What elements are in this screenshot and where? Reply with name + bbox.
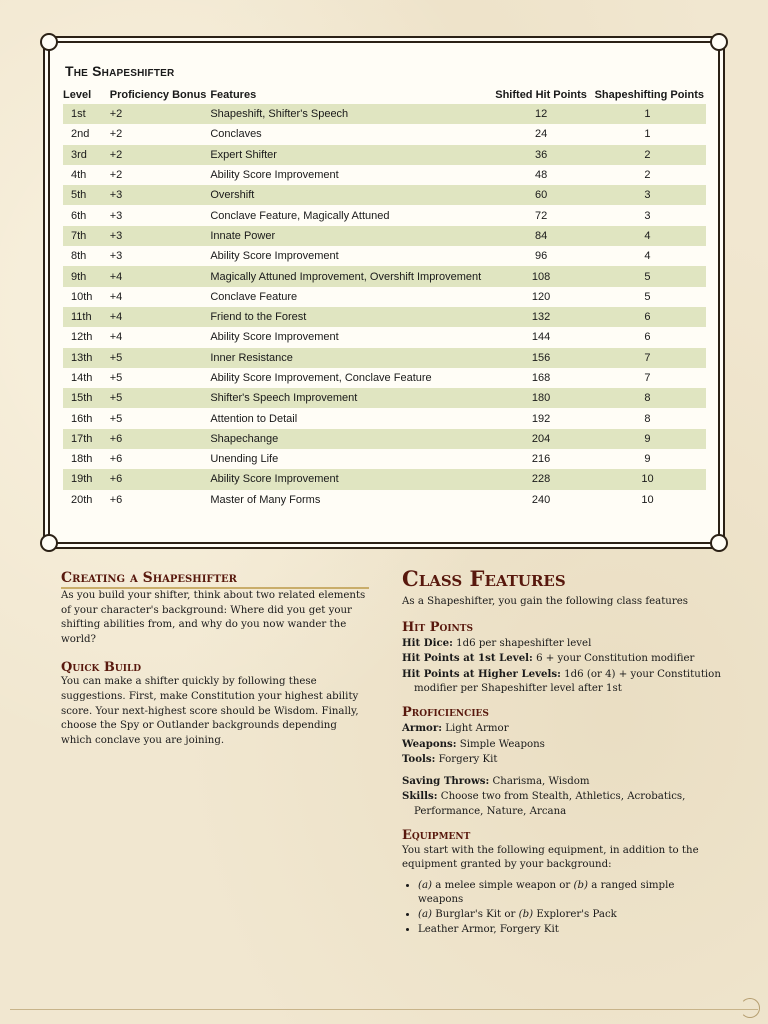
- tools-line: [402, 752, 722, 768]
- cell-hit-points: 132: [493, 307, 589, 327]
- creating-text: As you build your shifter, think about two related elements of your character's background: Where did you get your shifting abilities from, and why do you now wander the world?: [61, 590, 366, 645]
- table-row: [63, 185, 706, 205]
- skills-cont: Performance, Nature, Arcana: [414, 805, 567, 817]
- cell-hit-points: 120: [531, 290, 551, 303]
- cell-hit-points: 240: [531, 493, 551, 506]
- cell-features: Conclave Feature: [210, 290, 298, 303]
- cell-features: Conclaves: [210, 128, 262, 141]
- cell-hit-points: 144: [531, 331, 551, 344]
- cell-shifting-points: 6: [644, 331, 651, 344]
- left-column: [61, 570, 369, 748]
- equipment-item-a: (a): [418, 908, 433, 920]
- cell-level: 3rd: [63, 145, 108, 165]
- cell-shifting-points: 5: [589, 266, 706, 286]
- hp-higher-levels-label: Hit Points at Higher Levels:: [402, 667, 561, 680]
- cell-hit-points: 168: [531, 372, 551, 384]
- cell-hit-points: 48: [534, 169, 548, 182]
- saving-throws-value: Charisma, Wisdom: [492, 775, 590, 787]
- equipment-item-a-text: Burglar's Kit or: [432, 908, 519, 920]
- hp-first-level-line: [402, 651, 722, 667]
- equipment-list: [402, 879, 722, 937]
- weapons-value: Simple Weapons: [459, 738, 545, 750]
- cell-proficiency: +5: [108, 348, 209, 368]
- cell-proficiency: +4: [109, 331, 123, 344]
- cell-level: 13th: [63, 348, 108, 368]
- cell-proficiency: +2: [108, 145, 209, 165]
- cell-hit-points: 60: [493, 185, 589, 205]
- cell-level: 12th: [71, 331, 93, 344]
- equipment-item-b-text: Explorer's Pack: [533, 908, 617, 920]
- cell-proficiency: +2: [109, 169, 123, 182]
- hp-higher-levels-value: 1d6 (or 4) + your Constitution: [564, 668, 721, 680]
- cell-proficiency: +6: [109, 493, 123, 506]
- cell-hit-points: 24: [534, 128, 548, 141]
- cell-shifting-points: 3: [644, 209, 651, 222]
- page-corner-flourish: [740, 998, 760, 1018]
- cell-proficiency: +6: [109, 453, 123, 466]
- cell-hit-points: 228: [493, 469, 589, 489]
- table-header-row: [63, 86, 706, 104]
- table-row: [63, 490, 706, 510]
- cell-proficiency: +5: [108, 388, 209, 408]
- saving-throws-line: [402, 774, 722, 790]
- table-body: [63, 104, 706, 510]
- hp-higher-levels-cont: modifier per Shapeshifter level after 1st: [414, 683, 622, 695]
- cell-features: Shapeshift, Shifter's Speech: [208, 104, 493, 124]
- cell-level: 2nd: [71, 128, 90, 141]
- cell-level: 19th: [63, 469, 108, 489]
- class-table-frame: [48, 41, 720, 544]
- hit-dice-value: 1d6 per shapeshifter level: [456, 637, 592, 649]
- cell-level: 1st: [63, 104, 108, 124]
- cell-proficiency: +2: [109, 128, 123, 141]
- cell-features: Ability Score Improvement: [210, 169, 339, 182]
- hp-first-level-value: 6 + your Constitution modifier: [536, 653, 695, 665]
- cell-shifting-points: 7: [644, 372, 651, 384]
- cell-features: Ability Score Improvement, Conclave Feature: [210, 372, 432, 384]
- class-features-heading: Class Features: [402, 566, 566, 591]
- cell-features: Magically Attuned Improvement, Overshift Improvement: [208, 266, 493, 286]
- equipment-item-b: (b): [573, 879, 589, 891]
- header-shifting-points: Shapeshifting Points: [594, 89, 704, 101]
- table-row: [63, 449, 706, 469]
- class-features-intro: As a Shapeshifter, you gain the following class features: [402, 596, 688, 607]
- cell-proficiency: +5: [109, 372, 123, 384]
- table-row: [63, 145, 706, 165]
- cell-features: Ability Score Improvement: [210, 250, 339, 263]
- skills-line: [402, 789, 722, 805]
- cell-features: Conclave Feature, Magically Attuned: [210, 209, 390, 222]
- frame-corner-ornament: [40, 534, 58, 552]
- saving-throws-label: Saving Throws:: [402, 774, 490, 787]
- cell-proficiency: +6: [108, 429, 209, 449]
- cell-shifting-points: 9: [644, 453, 651, 466]
- hit-points-heading: Hit Points: [402, 619, 473, 635]
- table-row: [63, 327, 706, 347]
- cell-level: 17th: [63, 429, 108, 449]
- tools-value: Forgery Kit: [438, 754, 498, 766]
- table-row: [63, 388, 706, 408]
- equipment-item-b: (b): [518, 908, 534, 920]
- cell-features: Innate Power: [208, 226, 493, 246]
- cell-proficiency: +2: [108, 104, 209, 124]
- equipment-item-a-text: a melee simple weapon or: [432, 879, 574, 891]
- table-row: [63, 307, 706, 327]
- cell-hit-points: 204: [493, 429, 589, 449]
- tools-label: Tools:: [402, 753, 436, 766]
- cell-shifting-points: 8: [644, 412, 651, 425]
- cell-hit-points: 36: [493, 145, 589, 165]
- cell-shifting-points: 2: [589, 145, 706, 165]
- equipment-item-b-text: a ranged simple weapons: [418, 879, 675, 906]
- cell-shifting-points: 2: [644, 169, 651, 182]
- cell-level: 6th: [71, 209, 87, 222]
- page-bottom-border: [10, 999, 758, 1010]
- cell-proficiency: +4: [109, 290, 123, 303]
- creating-heading: Creating a Shapeshifter: [61, 570, 369, 589]
- cell-features: Ability Score Improvement: [210, 331, 339, 344]
- cell-features: Expert Shifter: [208, 145, 493, 165]
- cell-hit-points: 192: [531, 412, 551, 425]
- cell-features: Shapechange: [208, 429, 493, 449]
- cell-level: 14th: [71, 372, 93, 384]
- cell-proficiency: +5: [109, 412, 123, 425]
- table-row: [63, 429, 706, 449]
- cell-proficiency: +3: [109, 250, 123, 263]
- equipment-heading: Equipment: [402, 827, 471, 843]
- proficiencies-heading: Proficiencies: [402, 704, 489, 720]
- quick-build-text: You can make a shifter quickly by following these suggestions. First, make Constitution your highest ability score. Your next-highest score should be Wisdom. Finally, choose the Spy or Outlander backgrounds depending which conclave you are joining.: [61, 676, 359, 746]
- table-row: [63, 469, 706, 489]
- cell-shifting-points: 10: [589, 469, 706, 489]
- equipment-item-a-text: Leather Armor, Forgery Kit: [418, 923, 559, 935]
- right-column: [402, 566, 722, 937]
- table-row: [63, 226, 706, 246]
- hp-higher-levels-line: [402, 667, 722, 683]
- equipment-item-a: (a): [418, 879, 433, 891]
- table-row: [63, 368, 706, 388]
- cell-level: 16th: [71, 412, 93, 425]
- cell-shifting-points: 8: [589, 388, 706, 408]
- cell-shifting-points: 4: [644, 250, 651, 263]
- cell-shifting-points: 1: [589, 104, 706, 124]
- table-row: [63, 408, 706, 428]
- table-row: [63, 205, 706, 225]
- cell-hit-points: 156: [493, 348, 589, 368]
- cell-shifting-points: 1: [644, 128, 651, 141]
- cell-shifting-points: 5: [644, 290, 651, 303]
- equipment-item: [418, 879, 722, 908]
- cell-proficiency: +3: [108, 226, 209, 246]
- table-title: The Shapeshifter: [65, 63, 175, 79]
- table-row: [63, 104, 706, 124]
- armor-value: Light Armor: [445, 722, 509, 734]
- cell-hit-points: 72: [534, 209, 548, 222]
- cell-features: Unending Life: [210, 453, 279, 466]
- cell-level: 5th: [63, 185, 108, 205]
- cell-level: 11th: [63, 307, 108, 327]
- armor-label: Armor:: [402, 721, 442, 734]
- cell-features: Overshift: [208, 185, 493, 205]
- frame-corner-ornament: [710, 534, 728, 552]
- frame-corner-ornament: [710, 33, 728, 51]
- cell-proficiency: +4: [108, 307, 209, 327]
- header-hit-points: Shifted Hit Points: [495, 89, 587, 101]
- cell-features: Attention to Detail: [210, 412, 298, 425]
- hit-dice-label: Hit Dice:: [402, 636, 453, 649]
- equipment-intro: You start with the following equipment, in addition to the equipment granted by your background:: [402, 844, 699, 871]
- cell-level: 8th: [71, 250, 87, 263]
- cell-shifting-points: 10: [641, 493, 654, 506]
- table-row: [63, 348, 706, 368]
- hit-dice-line: [402, 636, 722, 652]
- hp-first-level-label: Hit Points at 1st Level:: [402, 652, 533, 665]
- class-table: [63, 86, 706, 510]
- cell-hit-points: 216: [531, 453, 551, 466]
- cell-shifting-points: 7: [589, 348, 706, 368]
- cell-proficiency: +3: [109, 209, 123, 222]
- header-level: Level: [63, 89, 92, 101]
- quick-build-heading: Quick Build: [61, 660, 142, 676]
- armor-line: [402, 721, 722, 737]
- cell-shifting-points: 6: [589, 307, 706, 327]
- table-row: [63, 165, 706, 185]
- cell-level: 7th: [63, 226, 108, 246]
- equipment-item: [418, 923, 722, 938]
- cell-level: 18th: [71, 453, 93, 466]
- cell-hit-points: 12: [493, 104, 589, 124]
- cell-shifting-points: 9: [589, 429, 706, 449]
- cell-shifting-points: 4: [589, 226, 706, 246]
- skills-value: Choose two from Stealth, Athletics, Acrobatics,: [440, 791, 686, 803]
- cell-features: Master of Many Forms: [210, 493, 321, 506]
- cell-level: 4th: [71, 169, 87, 182]
- cell-proficiency: +3: [108, 185, 209, 205]
- cell-level: 10th: [71, 290, 93, 303]
- cell-hit-points: 84: [493, 226, 589, 246]
- cell-hit-points: 96: [534, 250, 548, 263]
- table-row: [63, 246, 706, 266]
- cell-hit-points: 180: [493, 388, 589, 408]
- header-features: Features: [210, 89, 257, 101]
- cell-features: Friend to the Forest: [208, 307, 493, 327]
- cell-features: Shifter's Speech Improvement: [208, 388, 493, 408]
- cell-level: 15th: [63, 388, 108, 408]
- cell-hit-points: 108: [493, 266, 589, 286]
- table-row: [63, 124, 706, 144]
- cell-proficiency: +4: [108, 266, 209, 286]
- frame-corner-ornament: [40, 33, 58, 51]
- table-row: [63, 287, 706, 307]
- header-proficiency: Proficiency Bonus: [109, 89, 207, 101]
- table-row: [63, 266, 706, 286]
- cell-proficiency: +6: [108, 469, 209, 489]
- cell-level: 20th: [71, 493, 93, 506]
- cell-features: Inner Resistance: [208, 348, 493, 368]
- skills-label: Skills:: [402, 790, 438, 803]
- weapons-label: Weapons:: [402, 737, 457, 750]
- cell-features: Ability Score Improvement: [208, 469, 493, 489]
- cell-shifting-points: 3: [589, 185, 706, 205]
- weapons-line: [402, 737, 722, 753]
- cell-level: 9th: [63, 266, 108, 286]
- equipment-item: [418, 908, 722, 923]
